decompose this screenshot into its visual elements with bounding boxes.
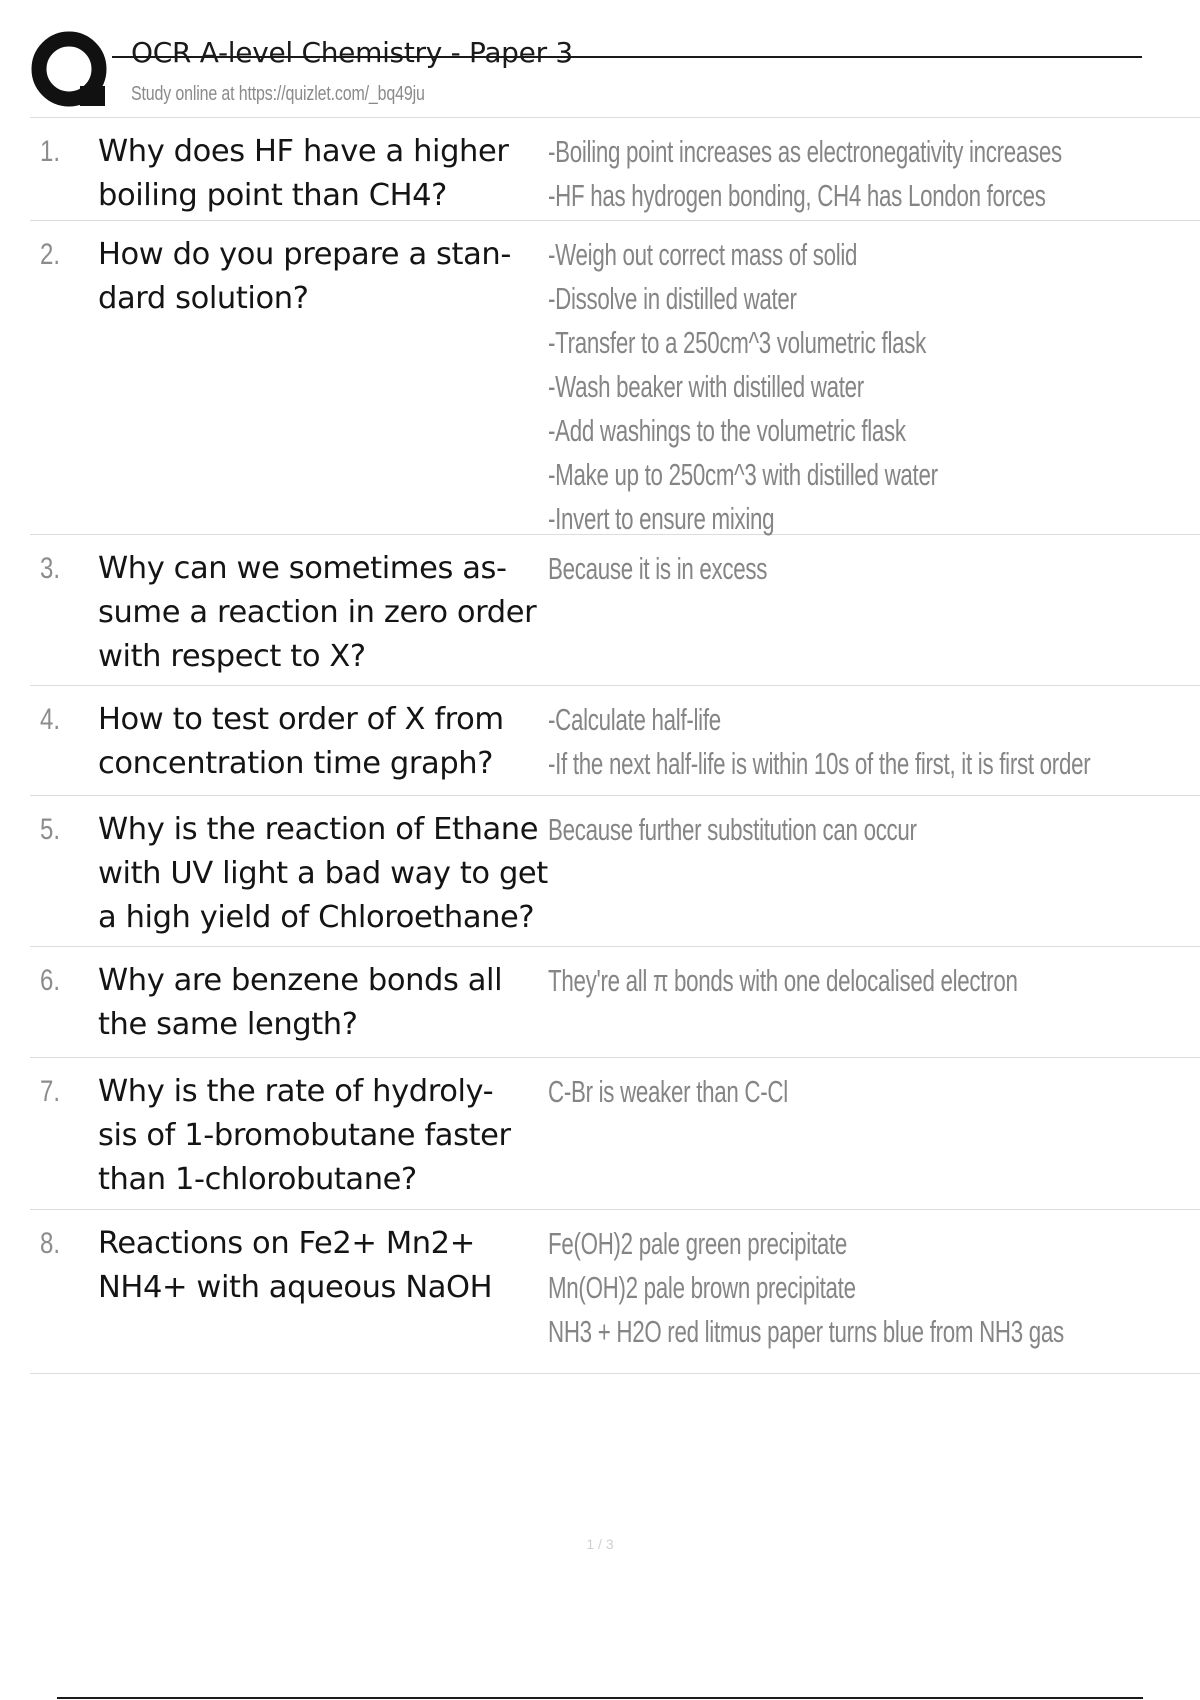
flashcard-row [30,947,1200,1058]
question-line: sume a reaction in zero order [98,595,537,630]
flashcard-row [30,796,1200,947]
answer-line: Fe(OH)2 pale green precipitate [548,1226,848,1261]
quizlet-logo-icon [30,30,112,112]
question-line: NH4+ with aqueous NaOH [98,1270,493,1305]
card-number: 2. [40,238,61,271]
question-line: dard solution? [98,281,309,316]
answer-line: NH3 + H2O red litmus paper turns blue from NH3 gas [548,1314,1064,1349]
answer-line: -Calculate half-life [548,702,721,737]
card-question [98,130,568,218]
card-question [98,698,568,786]
footer-rule [57,1697,1143,1699]
flashcard-row [30,686,1200,796]
question-line: sis of 1-bromobutane faster [98,1118,511,1153]
flashcard-row [30,535,1200,686]
card-question [98,1070,568,1202]
answer-line: -Dissolve in distilled water [548,281,797,316]
card-answer [548,808,1200,852]
card-number: 6. [40,964,61,997]
question-line: concentration time graph? [98,746,494,781]
answer-line: -Weigh out correct mass of solid [548,237,858,272]
card-number: 4. [40,703,61,736]
card-answer [548,233,1200,541]
question-line: Why does HF have a higher [98,134,509,169]
question-line: Reactions on Fe2+ Mn2+ [98,1226,475,1261]
card-question [98,959,568,1047]
card-number: 5. [40,813,61,846]
answer-line: -Invert to ensure mixing [548,501,775,536]
card-number: 1. [40,135,61,168]
question-line: a high yield of Chloroethane? [98,900,535,935]
card-answer [548,547,1200,591]
study-online-link[interactable]: Study online at https://quizlet.com/_bq49ju [131,83,425,105]
card-number: 7. [40,1075,61,1108]
flashcard-row [30,118,1200,221]
question-line: Why are benzene bonds all [98,963,503,998]
question-line: Why is the reaction of Ethane [98,812,539,847]
card-question [98,1222,568,1310]
question-line: Why can we sometimes as- [98,551,507,586]
flashcard-row [30,1058,1200,1210]
question-line: boiling point than CH4? [98,178,447,213]
flashcard-row [30,1210,1200,1374]
answer-line: Because it is in excess [548,551,768,586]
answer-line: Mn(OH)2 pale brown precipitate [548,1270,856,1305]
answer-line: Because further substitution can occur [548,812,917,847]
question-line: How do you prepare a stan- [98,237,511,272]
card-number: 8. [40,1227,61,1260]
flashcard-list [30,117,1200,1374]
answer-line: -Boiling point increases as electronegativity increases [548,134,1062,169]
answer-line: C-Br is weaker than C-Cl [548,1074,788,1109]
answer-line: -Wash beaker with distilled water [548,369,864,404]
question-line: with respect to X? [98,639,366,674]
card-question [98,233,568,321]
card-number: 3. [40,552,61,585]
card-question [98,547,568,679]
flashcard-row [30,221,1200,535]
answer-line: They're all π bonds with one delocalised electron [548,963,1018,998]
card-answer [548,698,1200,786]
card-answer [548,130,1200,218]
question-line: How to test order of X from [98,702,504,737]
document-title: OCR A-level Chemistry - Paper 3 [131,36,573,69]
page-header [0,0,1200,120]
card-question [98,808,568,940]
card-answer [548,959,1200,1003]
card-answer [548,1222,1200,1354]
question-line: with UV light a bad way to get [98,856,548,891]
answer-line: -Transfer to a 250cm^3 volumetric flask [548,325,926,360]
question-line: Why is the rate of hydroly- [98,1074,494,1109]
question-line: the same length? [98,1007,358,1042]
answer-line: -Make up to 250cm^3 with distilled water [548,457,938,492]
answer-line: -Add washings to the volumetric flask [548,413,906,448]
answer-line: -If the next half-life is within 10s of the first, it is first order [548,746,1091,781]
answer-line: -HF has hydrogen bonding, CH4 has London forces [548,178,1046,213]
question-line: than 1-chlorobutane? [98,1162,417,1197]
card-answer [548,1070,1200,1114]
page-number: 1 / 3 [586,1536,614,1552]
